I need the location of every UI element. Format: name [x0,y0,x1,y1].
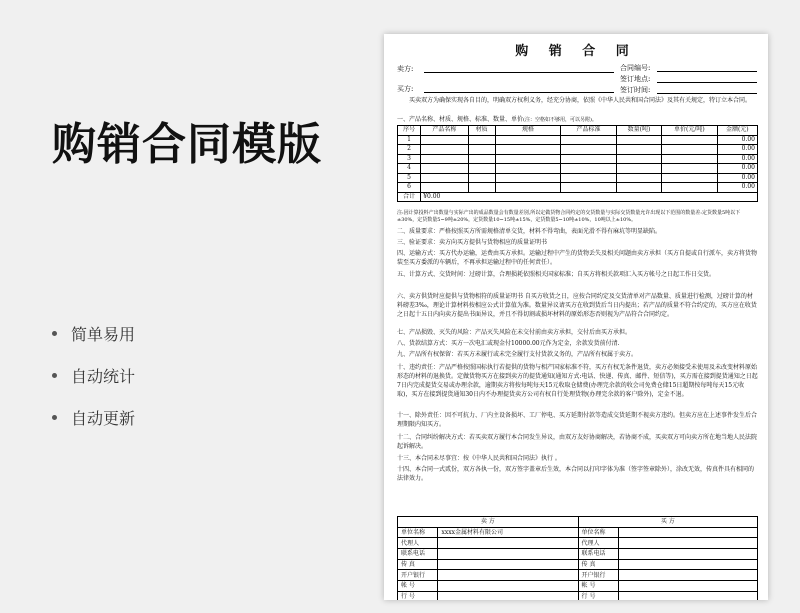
feature-label: 自动统计 [71,366,136,386]
row-no: 1 [398,135,421,145]
cell[interactable] [561,145,616,155]
cell[interactable] [616,145,661,155]
table-row [398,173,758,183]
seller-field-value[interactable] [438,591,578,600]
cell[interactable] [468,135,495,145]
feature-label: 简单易用 [71,324,136,344]
table-row [398,135,758,145]
cell[interactable] [495,135,561,145]
seller-field-label: 开户银行 [398,570,438,581]
col-header: 材质 [468,126,495,136]
seller-field-label: 代理人 [398,538,438,549]
table-row [398,591,758,600]
feature-list [52,312,135,438]
buyer-field-label: 传 真 [578,559,618,570]
cell[interactable] [495,183,561,193]
cell[interactable] [662,173,717,183]
row-amount: 0.00 [717,154,757,164]
cell[interactable] [616,154,661,164]
buyer-header: 买 方 [578,517,757,528]
contract-intro: 买卖双方为确保实现各自目的，明确双方权利义务，经充分协商，依照《中华人民共和国合同法》及其有关规定，特订立本合同。 [409,97,752,104]
clause-7: 七、产品损毁、灭失的风险：产品灭失风险在未交付前由卖方承担，交付后由买方承担。 [397,329,632,336]
sign-time-line [657,93,757,94]
seller-field-value[interactable] [438,559,578,570]
cell[interactable] [421,164,468,174]
row-no: 3 [398,154,421,164]
cell[interactable] [561,183,616,193]
total-value: ¥0.00 [421,192,758,202]
bullet-icon [52,331,57,336]
clause-9: 九、产品所有权保留：若买方未履行或未完全履行支付货款义务的，产品所有权属于卖方。 [397,351,638,358]
buyer-field-value[interactable] [619,559,758,570]
cell[interactable] [468,173,495,183]
row-no: 2 [398,145,421,155]
buyer-field-label: 行 号 [578,591,618,600]
table-row [398,527,758,538]
seller-line [424,72,614,73]
clause-13: 十三、本合同未尽事宜：按《中华人民共和国合同法》执行 。 [397,455,561,462]
table-row [398,559,758,570]
cell[interactable] [662,164,717,174]
buyer-field-value[interactable] [619,591,758,600]
feature-item [52,312,135,354]
col-header: 规格 [495,126,561,136]
cell[interactable] [421,183,468,193]
cell[interactable] [495,154,561,164]
row-amount: 0.00 [717,164,757,174]
table-total-row [398,192,758,202]
section1-heading [397,115,758,124]
sign-place-label: 签订地点: [620,75,651,83]
sign-time-label: 签订时间: [620,86,651,94]
row-amount: 0.00 [717,183,757,193]
cell[interactable] [421,145,468,155]
table-row [398,581,758,592]
table-row [398,570,758,581]
cell[interactable] [662,154,717,164]
seller-field-label: 联系电话 [398,549,438,560]
signature-table [397,516,758,600]
feature-label: 自动更新 [71,408,136,428]
section1-note: (注：空格如不够用，可以另附)。 [523,117,597,123]
row-amount: 0.00 [717,145,757,155]
feature-item [52,396,135,438]
row-no: 6 [398,183,421,193]
clause-12: 十二、合同纠纷解决方式：若买卖双方履行本合同发生异议，由双方友好协商解决，若协商不成，买卖双方可向卖方所在地当地人民法院起诉解决。 [397,434,758,450]
buyer-field-label: 帐 号 [578,581,618,592]
cell[interactable] [468,164,495,174]
section1-title: 一、产品名称、材质、规格、标准、数量、单价 [397,116,524,123]
total-label: 合计 [398,192,421,202]
cell[interactable] [561,154,616,164]
contract-no-line [657,71,757,72]
clause-4: 四、运输方式：买方代办运输，运费由买方承担。运输过程中产生的货物丢失及相关问题由卖方承担（买方自提或自行派车，卖方将货物装至买方委派的车辆后，不再承担运输过程中的任何责任）。 [397,250,758,266]
clause-8: 八、货款结算方式：买方一次电汇或现金付10000.00元作为定金，余款发货前付清. [397,340,620,347]
seller-field-value[interactable] [438,549,578,560]
col-header: 数量(吨) [616,126,661,136]
product-table [397,125,758,202]
bullet-icon [52,373,57,378]
col-header: 产品标准 [561,126,616,136]
cell[interactable] [495,173,561,183]
buyer-field-label: 开户银行 [578,570,618,581]
contract-title: 购 销 合 同 [515,44,637,59]
cell[interactable] [468,154,495,164]
table-row [398,538,758,549]
cell[interactable] [495,164,561,174]
buyer-line [424,92,614,93]
cell[interactable] [561,135,616,145]
buyer-field-value[interactable] [619,527,758,538]
seller-field-label: 传 真 [398,559,438,570]
seller-header: 卖 方 [398,517,579,528]
quantity-note: 注:因计算投料产出数量与实际产出的成品数量会有数量差别,所以定做货物合同约定的交货数量与实际交货数量允许出现以下范围的数量差:定货数量5吨以下±30%，定货数量5~9吨±20%，定货数量10~15吨±15%，定货数量5~10吨±10%，10吨以上±10%。 [397,210,741,223]
buyer-field-value[interactable] [619,581,758,592]
cell[interactable] [616,164,661,174]
bullet-icon [52,415,57,420]
col-header: 单价(元/吨) [662,126,717,136]
clause-2: 二、质量要求：严格按照买方所需规格清单交货，材料不得弯曲，表面光滑不得有麻坑等明显缺陷。 [397,228,662,235]
seller-field-value[interactable] [438,538,578,549]
table-row [398,145,758,155]
cell[interactable] [421,173,468,183]
cell[interactable] [468,183,495,193]
table-row [398,154,758,164]
cell[interactable] [561,164,616,174]
cell[interactable] [495,145,561,155]
cell[interactable] [662,135,717,145]
cell[interactable] [421,135,468,145]
buyer-field-label: 代理人 [578,538,618,549]
seller-field-value[interactable] [438,581,578,592]
clause-5: 五、计算方式、交货时间：过磅计算，合理损耗依照相关国家标准；自买方将相关款项汇入买方帐号之日起工作日交货。 [397,271,716,278]
cell[interactable] [616,173,661,183]
left-panel-title: 购销合同模版 [52,119,322,170]
table-row [398,164,758,174]
seller-field-label: 单位名称 [398,527,438,538]
table-header-row [398,126,758,136]
feature-item [52,354,135,396]
cell[interactable] [662,183,717,193]
cell[interactable] [421,154,468,164]
seller-field-label: 行 号 [398,591,438,600]
col-header: 产品名称 [421,126,468,136]
col-header: 金额(元) [717,126,757,136]
seller-field-value[interactable] [438,570,578,581]
row-amount: 0.00 [717,135,757,145]
cell[interactable] [616,183,661,193]
row-amount: 0.00 [717,173,757,183]
row-no: 4 [398,164,421,174]
clause-14: 十四、本合同一式贰份，双方各执一份，双方签字盖章后生效，本合同以打印字体为准（签字签章除外），涂改无效，传真件具有相同的法律效力。 [397,466,755,482]
signature-header-row [398,517,758,528]
buyer-field-value[interactable] [619,549,758,560]
clause-10: 十、违约责任：产品严格按照国标执行若提供的货物与相产国家标准不符，买方有权无条件退货，卖方必须接受未使用及未改变材料原始形态的材料的退换货。定做货物买方在接到卖方的提货通知(通知方式:电话、快递、传真、邮件、短信等)，买方需在接到提货通知之日起7日内完成提货交易或办理余款，逾期卖方将按每吨每天15元收取仓储费(办理完余款的收会司免费仓储15日超期按每吨每天15元收取)，买方在接到提货通知30日内不办理提货卖方公司有权自行处理货物(办理完余款的客户除外)，定金不退。 [397,364,758,398]
col-header: 序号 [398,126,421,136]
contract-document [384,34,768,600]
seller-label: 卖方: [397,65,414,73]
sign-place-line [657,82,757,83]
table-row [398,549,758,560]
seller-field-label: 帐 号 [398,581,438,592]
buyer-field-label: 联系电话 [578,549,618,560]
clause-6: 六、卖方供货时应提供与货物相符的质量证明书 自买方收货之日，应按合同约定及交货清单对产品数量、质量进行检测，过磅计算的材料磅差3‰，理论计算材料按相应公式计算值为准。数量异议请买方在收到货后当日内提出；若产品的质量不符合约定的，买方应在收货之日起十五日内向卖方提出书面异议，并且不得切割或损坏材料的原始形态否则视为产品符合合同约定。 [397,293,757,318]
cell[interactable] [561,173,616,183]
buyer-field-value[interactable] [619,538,758,549]
seller-company-value[interactable]: xxxx金属材料有限公司 [438,527,578,538]
buyer-field-label: 单位名称 [578,527,618,538]
table-row [398,183,758,193]
buyer-field-value[interactable] [619,570,758,581]
clause-3: 三、验证要求：卖方向买方提供与货物相应的质量证明书 [397,239,548,246]
cell[interactable] [468,145,495,155]
buyer-label: 买方: [397,85,414,93]
contract-no-label: 合同编号: [620,64,651,72]
cell[interactable] [616,135,661,145]
row-no: 5 [398,173,421,183]
cell[interactable] [662,145,717,155]
clause-11: 十一、除外责任：因不可抗力、厂内主设备损坏、工厂停电、买方延期付款等造成交货延期不视卖方违约。但卖方应在上述事件发生后合理期限内知买方。 [397,412,758,428]
